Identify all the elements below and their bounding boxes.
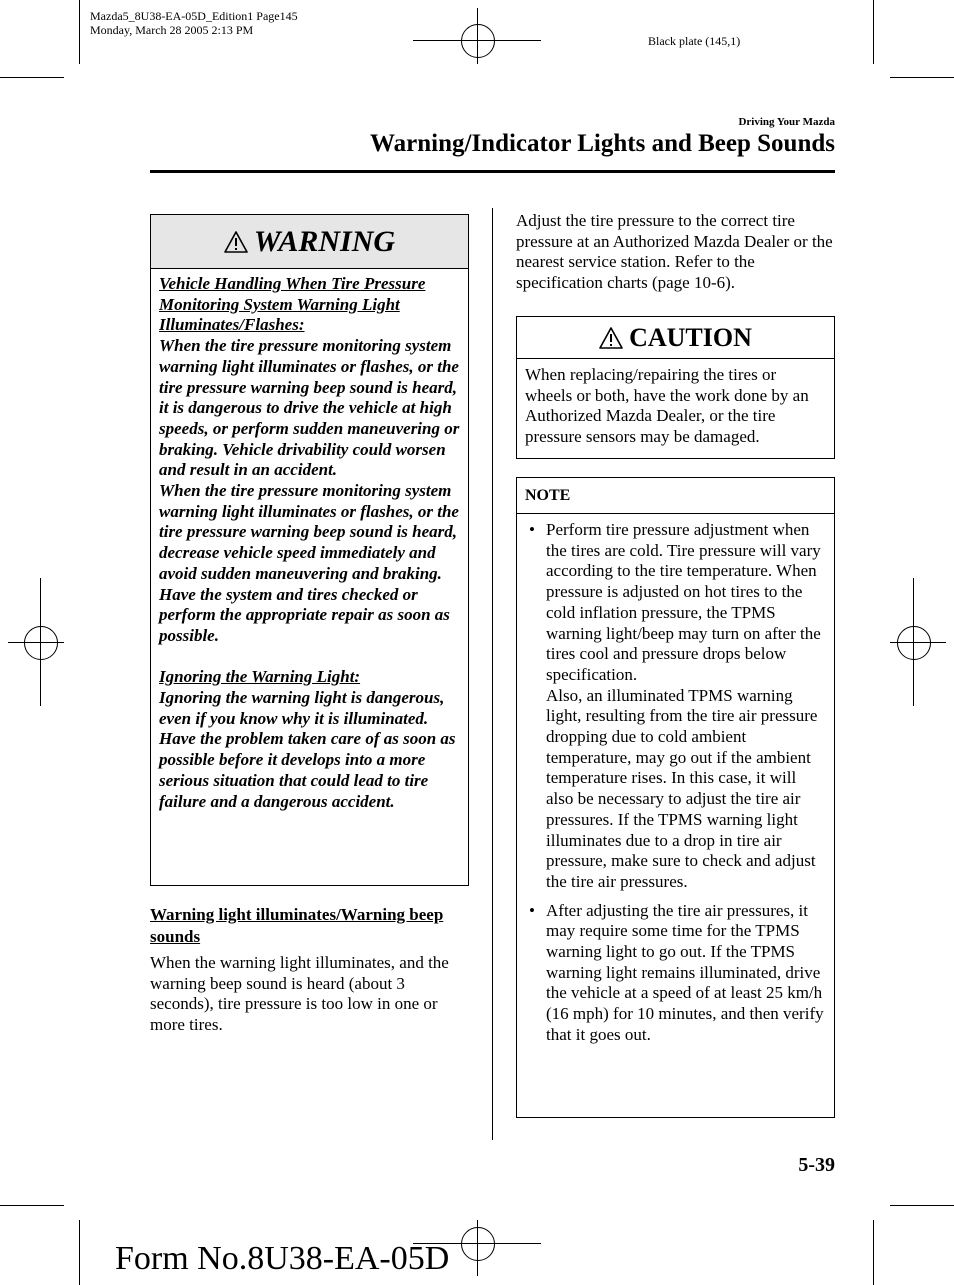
title-rule	[150, 170, 835, 173]
warning-heading-handling: Vehicle Handling When Tire Pressure Monitoring System Warning Light Illuminates/Flashes:	[159, 274, 426, 335]
column-divider	[492, 208, 493, 1140]
section-name: Driving Your Mazda	[738, 116, 835, 128]
plate-info: Black plate (145,1)	[648, 34, 741, 48]
note-bullet-item	[525, 901, 826, 1046]
warning-heading-ignoring: Ignoring the Warning Light:	[159, 667, 361, 687]
bullet-text: Also, an illuminated TPMS warning light, resulting from the tire air pressure dropping due to cold ambient temperature, may go out if the ambient temperature rises. In this case, it will also be necessary to adjust the tire air pressures. If the TPMS warning light illuminates due to a drop in tire air pressure, make sure to check and adjust the tire air pressures.	[546, 685, 818, 891]
note-label: NOTE	[517, 478, 834, 514]
warning-paragraph: When the tire pressure monitoring system warning light illuminates or flashes, or the tire pressure warning beep sound is heard, it is dangerous to drive the vehicle at high speeds, or perform sudden maneuvering or braking. Vehicle drivability could worsen and result in an accident.	[159, 336, 460, 480]
bullet-text: After adjusting the tire air pressures, it may require some time for the TPMS warning light to go out. If the TPMS warning light remains illuminated, drive the vehicle at a speed of at least 25 km/h (16 mph) for 10 minutes, and then verify that it goes out.	[546, 900, 824, 1044]
warning-body	[151, 269, 468, 812]
bullet-text: Perform tire pressure adjustment when the tires are cold. Tire pressure will vary according to the tire temperature. When pressure is adjusted on hot tires to the cold inflation pressure, the TPMS warning light/beep may turn on after the tires cool and pressure drops below specification.	[546, 520, 821, 684]
warning-paragraph: When the tire pressure monitoring system warning light illuminates or flashes, or the tire pressure warning beep sound is heard, decrease vehicle speed immediately and avoid sudden maneuvering and braking. Have the system and tires checked or perform the appropriate repair as soon as possible.	[159, 481, 459, 645]
caution-label: CAUTION	[629, 322, 752, 352]
caution-header	[517, 317, 834, 359]
section-subheading: Warning light illuminates/Warning beep sounds	[150, 905, 444, 946]
warning-header	[151, 215, 468, 269]
warning-label: WARNING	[253, 224, 396, 258]
bullet-point: •	[529, 900, 535, 920]
date-info: Monday, March 28 2005 2:13 PM	[90, 23, 254, 37]
note-bullet-item	[525, 520, 826, 893]
body-text: When the warning light illuminates, and the warning beep sound is heard (about 3 seconds), tire pressure is too low in one or more tires.	[150, 953, 449, 1035]
bullet-point: •	[529, 520, 535, 539]
warning-triangle-icon	[224, 231, 248, 253]
file-info: Mazda5_8U38-EA-05D_Edition1 Page145	[90, 9, 298, 23]
page-title: Warning/Indicator Lights and Beep Sounds	[370, 130, 835, 157]
note-box	[516, 477, 835, 1118]
warning-box	[150, 214, 469, 886]
print-file-info	[90, 9, 298, 37]
warning-paragraph: Ignoring the warning light is dangerous, even if you know why it is illuminated. Have the problem taken care of as soon as possible before it develops into a more serious situation that could lead to tire failure and a dangerous accident.	[159, 688, 456, 811]
caution-triangle-icon	[599, 327, 623, 349]
caution-box	[516, 316, 835, 459]
intro-text: Adjust the tire pressure to the correct tire pressure at an Authorized Mazda Dealer or the nearest service station. Refer to the specification charts (page 10-6).	[516, 211, 833, 293]
page-number: 5-39	[798, 1154, 835, 1176]
note-body	[517, 514, 834, 1046]
form-number: Form No.8U38-EA-05D	[115, 1240, 450, 1277]
caution-text: When replacing/repairing the tires or wheels or both, have the work done by an Authorized Mazda Dealer, or the tire pressure sensors may be damaged.	[525, 365, 809, 447]
